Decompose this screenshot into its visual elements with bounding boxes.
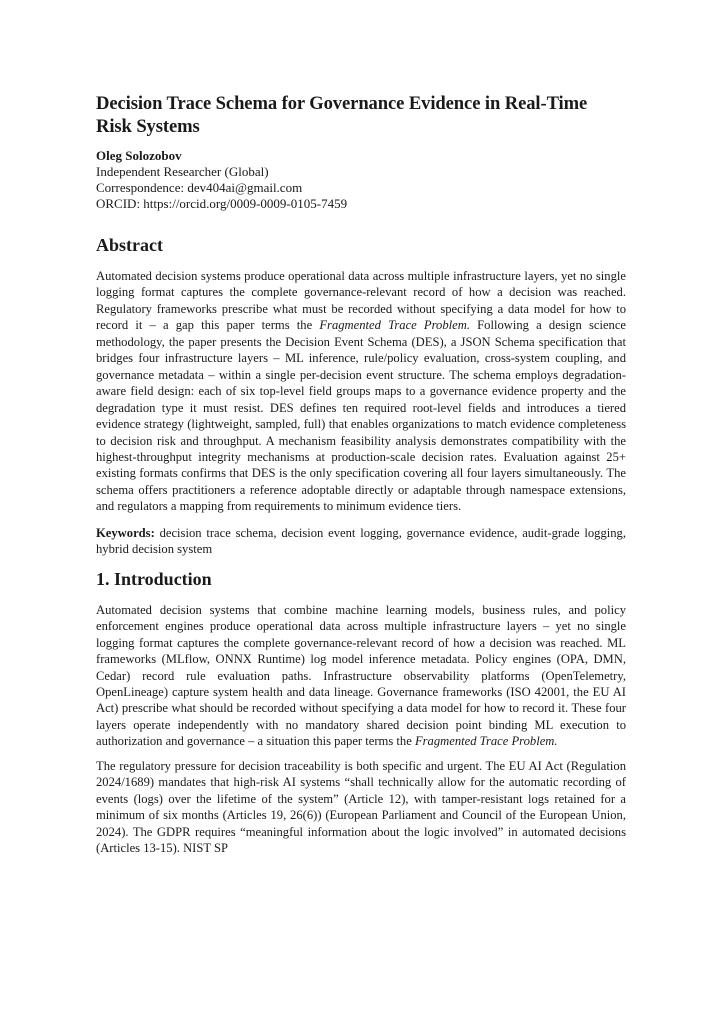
author-name: Oleg Solozobov [96,148,182,163]
author-correspondence: Correspondence: dev404ai@gmail.com [96,180,303,195]
abstract-term: Fragmented Trace Problem. [319,318,470,333]
abstract-section [96,234,626,558]
introduction-paragraph-1 [96,602,626,750]
introduction-p1-text: Automated decision systems that combine machine learning models, business rules, and policy enforcement engines produce operational data across multiple infrastructure layers – yet no single logging format captures the complete governance-relevant record of how a decision was reached. ML frameworks (MLflow, ONNX Runtime) log model inference metadata. Policy engines (OPA, DMN, Cedar) record rule evaluation paths. Infrastructure observability platforms (OpenTelemetry, OpenLineage) capture system health and data lineage. Governance frameworks (ISO 42001, the EU AI Act) prescribe what should be recorded without specifying a data model for how to record it. These four layers operate independently with no mandatory shared decision point binding ML execution to authorization and governance – a situation this paper terms the [96,602,626,749]
abstract-heading: Abstract [96,235,163,255]
introduction-p1-term: Fragmented Trace Problem. [414,734,558,749]
abstract-text-part-1: Automated decision systems produce operational data across multiple infrastructure layers, yet no single logging format captures the complete governance-relevant record of how a decision was reached. Regulatory frameworks prescribe what must be recorded without specifying a data model for how to record it – a gap this paper terms the [96,269,626,333]
author-block [96,148,626,212]
paper-page [96,92,626,865]
paper-title: Decision Trace Schema for Governance Evidence in Real-Time Risk Systems [96,93,588,137]
abstract-text [96,268,626,515]
introduction-heading: 1. Introduction [96,568,212,589]
author-affiliation: Independent Researcher (Global) [96,164,269,179]
introduction-paragraph-2: The regulatory pressure for decision traceability is both specific and urgent. The EU AI Act (Regulation 2024/1689) mandates that high-risk AI systems “shall technically allow for the automatic recording of events (logs) over the lifetime of the system” (Article 12), with tamper-resistant logs retained for a minimum of six months (Articles 19, 26(6)) (European Parliament and Council of the European Union, 2024). The GDPR requires “meaningful information about the logic involved” in automated decisions (Articles 13-15). NIST SP [96,758,626,856]
keywords [96,525,626,558]
keywords-label: Keywords: [96,525,155,540]
introduction-section [96,568,626,857]
abstract-text-part-2: Following a design science methodology, the paper presents the Decision Event Schema (DES), a JSON Schema specification that bridges four infrastructure layers – ML inference, rule/policy evaluation, cross-system coupling, and governance metadata – within a single per-decision event structure. The schema employs degradation-aware field design: each of six top-level field groups maps to a governance evidence property and the degradation type it must resist. DES defines ten required root-level fields and introduces a tiered evidence strategy (lightweight, sampled, full) that enables organizations to match evidence completeness to decision risk and throughput. A mechanism feasibility analysis demonstrates compatibility with the highest-throughput integrity mechanisms at production-scale decision rates. Evaluation against 25+ existing formats confirms that DES is the only specification covering all four layers simultaneously. The schema offers practitioners a reference adoptable directly or adaptable through namespace extensions, and regulators a mapping from requirements to minimum evidence tiers. [96,318,627,514]
keywords-text: decision trace schema, decision event logging, governance evidence, audit-grade logging, hybrid decision system [96,525,626,557]
author-orcid: ORCID: https://orcid.org/0009-0009-0105-7459 [96,196,348,211]
